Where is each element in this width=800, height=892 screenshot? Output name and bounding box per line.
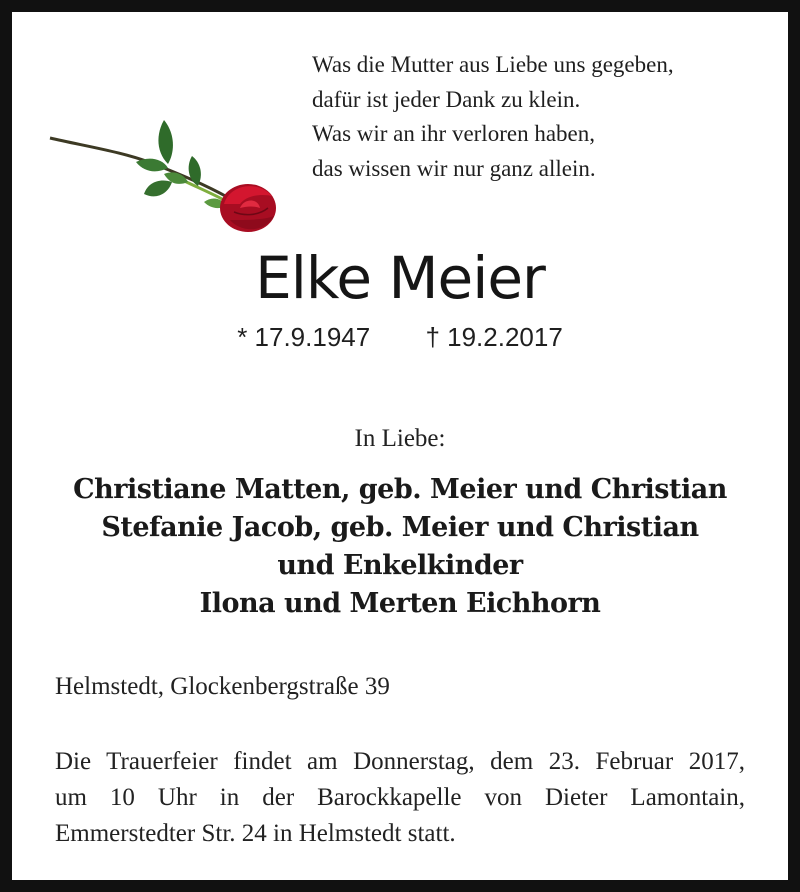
in-love-label: In Liebe:	[354, 425, 446, 452]
poem-line: dafür ist jeder Dank zu klein.	[312, 86, 581, 112]
poem-line: Was die Mutter aus Liebe uns gegeben,	[312, 52, 674, 77]
mourner-line: und Enkelkinder	[277, 550, 523, 581]
address: Helmstedt, Glockenbergstraße 39	[55, 673, 390, 700]
poem	[312, 48, 674, 186]
mourner-line: Ilona und Merten Eichhorn	[199, 588, 601, 619]
service-line: Emmerstedter Str. 24 in Helmstedt statt.	[55, 820, 456, 847]
poem-line: das wissen wir nur ganz allein.	[312, 155, 596, 181]
death-date: † 19.2.2017	[425, 322, 563, 352]
life-dates	[0, 322, 800, 353]
deceased-name: Elke Meier	[255, 244, 545, 312]
poem-line: Was wir an ihr verloren haben,	[312, 121, 595, 146]
service-line: um 10 Uhr in der Barockkapelle von Dieter Lamontain,	[55, 784, 745, 811]
mourners-list	[0, 471, 800, 623]
mourner-line: Stefanie Jacob, geb. Meier und Christian	[101, 512, 699, 543]
red-rose-icon	[44, 112, 284, 237]
service-line: Die Trauerfeier findet am Donnerstag, dem 23. Februar 2017,	[55, 748, 745, 775]
mourner-line: Christiane Matten, geb. Meier und Christian	[73, 474, 727, 505]
service-announcement	[55, 744, 745, 852]
birth-date: * 17.9.1947	[237, 322, 371, 352]
